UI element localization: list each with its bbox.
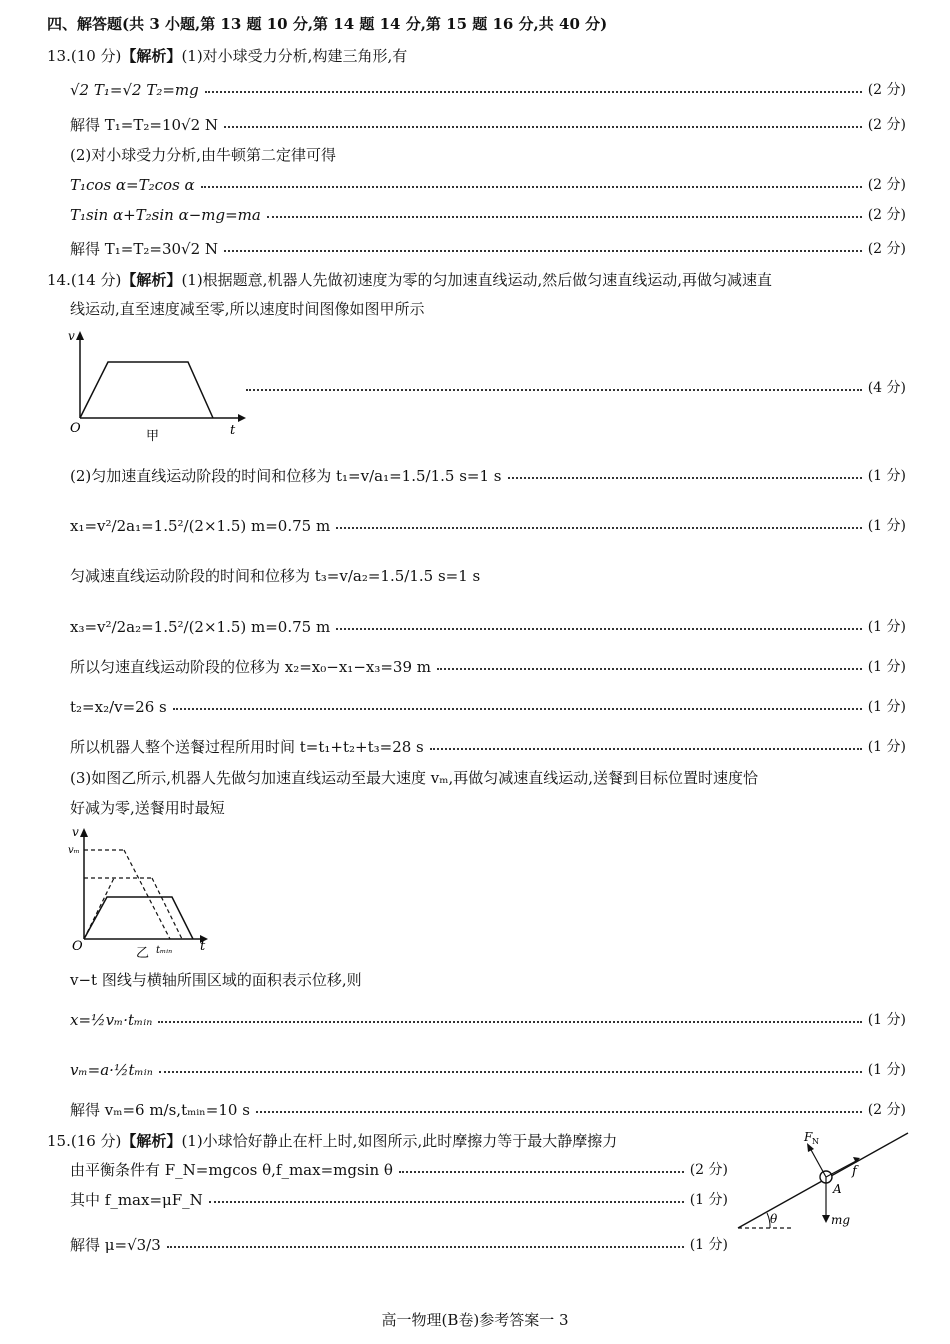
- q13-header: [47, 46, 407, 66]
- fig-a-label: A: [833, 1182, 842, 1196]
- force-diagram: [732, 1125, 922, 1235]
- q14-pts-a: (1 分): [867, 468, 906, 484]
- q13-eq1-row: [70, 80, 906, 100]
- q14-graph-row: [246, 378, 906, 398]
- graph2-vm-label: vₘ: [68, 845, 80, 856]
- q13-eq1: √2 T₁=√2 T₂=mg: [70, 81, 199, 99]
- q15-eq2-row: [70, 1190, 728, 1210]
- q14-solve: 解得 vₘ=6 m/s,tₘᵢₙ=10 s: [70, 1101, 250, 1119]
- q14-area-text: v−t 图线与横轴所围区域的面积表示位移,则: [70, 971, 362, 989]
- q14-eqx-row: [70, 1010, 906, 1030]
- q14-intro: (1)根据题意,机器人先做初速度为零的匀加速直线运动,然后做匀速直线运动,再做匀减速直: [181, 271, 772, 289]
- fig-fn-label: F: [804, 1130, 813, 1144]
- q14-pts-c: (1 分): [867, 619, 906, 635]
- q14-pts-h: (1 分): [867, 1062, 906, 1078]
- q13-pts4: (2 分): [867, 207, 906, 223]
- q14-solve-row: [70, 1100, 906, 1120]
- q13-eq3-row: [70, 175, 906, 195]
- q15-eq2: 其中 f_max=μF_N: [70, 1191, 203, 1209]
- q14-pts-i: (2 分): [867, 1102, 906, 1118]
- q13-eq5-row: [70, 239, 906, 259]
- graph1-v-label: v: [68, 329, 75, 343]
- q14-pts-d: (1 分): [867, 659, 906, 675]
- q15-eq1: 由平衡条件有 F_N=mgcos θ,f_max=mgsin θ: [70, 1161, 393, 1179]
- q14-t2-row: [70, 697, 906, 717]
- q13-number: 13.(10 分): [47, 47, 122, 65]
- q15-pts2: (1 分): [689, 1192, 728, 1208]
- q15-number: 15.(16 分): [47, 1132, 122, 1150]
- q14-eqvm-row: [70, 1060, 906, 1080]
- q14-part3-cont: 好减为零,送餐用时最短: [70, 799, 225, 817]
- graph1-t-label: t: [230, 423, 236, 438]
- q14-total: 所以机器人整个送餐过程所用时间 t=t₁+t₂+t₃=28 s: [70, 738, 424, 756]
- graph2-t-label: t: [200, 939, 206, 954]
- q15-intro: (1)小球恰好静止在杆上时,如图所示,此时摩擦力等于最大静摩擦力: [181, 1132, 618, 1150]
- q15-analysis-tag: 【解析】: [121, 1132, 182, 1150]
- q15-eq1-row: [70, 1160, 728, 1180]
- q13-eq3: T₁cos α=T₂cos α: [70, 176, 195, 194]
- q14-pts-graph: (4 分): [867, 380, 906, 396]
- q13-part2: (2)对小球受力分析,由牛顿第二定律可得: [70, 146, 337, 164]
- q14-eq-x: x=½vₘ·tₘᵢₙ: [70, 1011, 153, 1029]
- graph2-caption: 乙: [136, 946, 150, 960]
- q14-x2: 所以匀速直线运动阶段的位移为 x₂=x₀−x₁−x₃=39 m: [70, 658, 432, 676]
- q15-header: [47, 1131, 617, 1151]
- q15-eq3-row: [70, 1235, 728, 1255]
- graph-yi: [62, 822, 222, 960]
- q13-eq4-row: [70, 205, 906, 225]
- q13-intro: (1)对小球受力分析,构建三角形,有: [181, 47, 408, 65]
- q14-intro-cont: 线运动,直至速度减至零,所以速度时间图像如图甲所示: [70, 300, 425, 318]
- graph1-caption: 甲: [146, 429, 160, 444]
- q14-total-row: [70, 737, 906, 757]
- fig-mg-label: mg: [831, 1213, 851, 1227]
- fig-f-label: f: [852, 1164, 857, 1179]
- q14-pts-e: (1 分): [867, 699, 906, 715]
- q13-pts5: (2 分): [867, 241, 906, 257]
- q14-part2: (2)匀加速直线运动阶段的时间和位移为 t₁=v/a₁=1.5/1.5 s=1 s: [70, 467, 502, 485]
- page-footer: 高一物理(B卷)参考答案一 3: [381, 1311, 569, 1329]
- q13-pts1: (2 分): [867, 82, 906, 98]
- q14-x3-row: [70, 617, 906, 637]
- q14-header: [47, 270, 772, 290]
- section-title: 四、解答题(共 3 小题,第 13 题 10 分,第 14 题 14 分,第 15 题 16 分,共 40 分): [47, 15, 608, 33]
- q14-t2: t₂=x₂/v=26 s: [70, 698, 167, 716]
- graph2-v-label: v: [72, 825, 79, 839]
- q15-pts3: (1 分): [689, 1237, 728, 1253]
- q14-x2-row: [70, 657, 906, 677]
- q13-eq2: 解得 T₁=T₂=10√2 N: [70, 116, 219, 134]
- q14-x1-row: [70, 516, 906, 536]
- graph1-origin: O: [70, 421, 81, 436]
- q14-pts-b: (1 分): [867, 518, 906, 534]
- q13-eq2-row: [70, 115, 906, 135]
- q13-pts2: (2 分): [867, 117, 906, 133]
- q14-part2-row: [70, 466, 906, 486]
- graph2-tmin-label: tₘᵢₙ: [156, 945, 173, 956]
- q14-pts-f: (1 分): [867, 739, 906, 755]
- q14-dec-text: 匀减速直线运动阶段的时间和位移为 t₃=v/a₂=1.5/1.5 s=1 s: [70, 567, 481, 585]
- graph2-origin: O: [72, 939, 83, 954]
- q13-pts3: (2 分): [867, 177, 906, 193]
- q14-x1: x₁=v²/2a₁=1.5²/(2×1.5) m=0.75 m: [70, 517, 331, 535]
- q13-eq5: 解得 T₁=T₂=30√2 N: [70, 240, 219, 258]
- q14-analysis-tag: 【解析】: [121, 271, 182, 289]
- q14-x3: x₃=v²/2a₂=1.5²/(2×1.5) m=0.75 m: [70, 618, 331, 636]
- q15-eq3: 解得 μ=√3/3: [70, 1236, 161, 1254]
- graph-jia: [62, 326, 252, 446]
- q13-analysis-tag: 【解析】: [121, 47, 182, 65]
- q15-pts1: (2 分): [689, 1162, 728, 1178]
- q14-pts-g: (1 分): [867, 1012, 906, 1028]
- fig-theta-label: θ: [770, 1212, 778, 1226]
- q14-eq-vm: vₘ=a·½tₘᵢₙ: [70, 1061, 153, 1079]
- q14-part3: (3)如图乙所示,机器人先做匀加速直线运动至最大速度 vₘ,再做匀减速直线运动,送餐到目标位置时速度恰: [70, 769, 758, 787]
- q13-eq4: T₁sin α+T₂sin α−mg=ma: [70, 206, 261, 224]
- q14-number: 14.(14 分): [47, 271, 122, 289]
- fig-fn-sub: N: [812, 1137, 819, 1146]
